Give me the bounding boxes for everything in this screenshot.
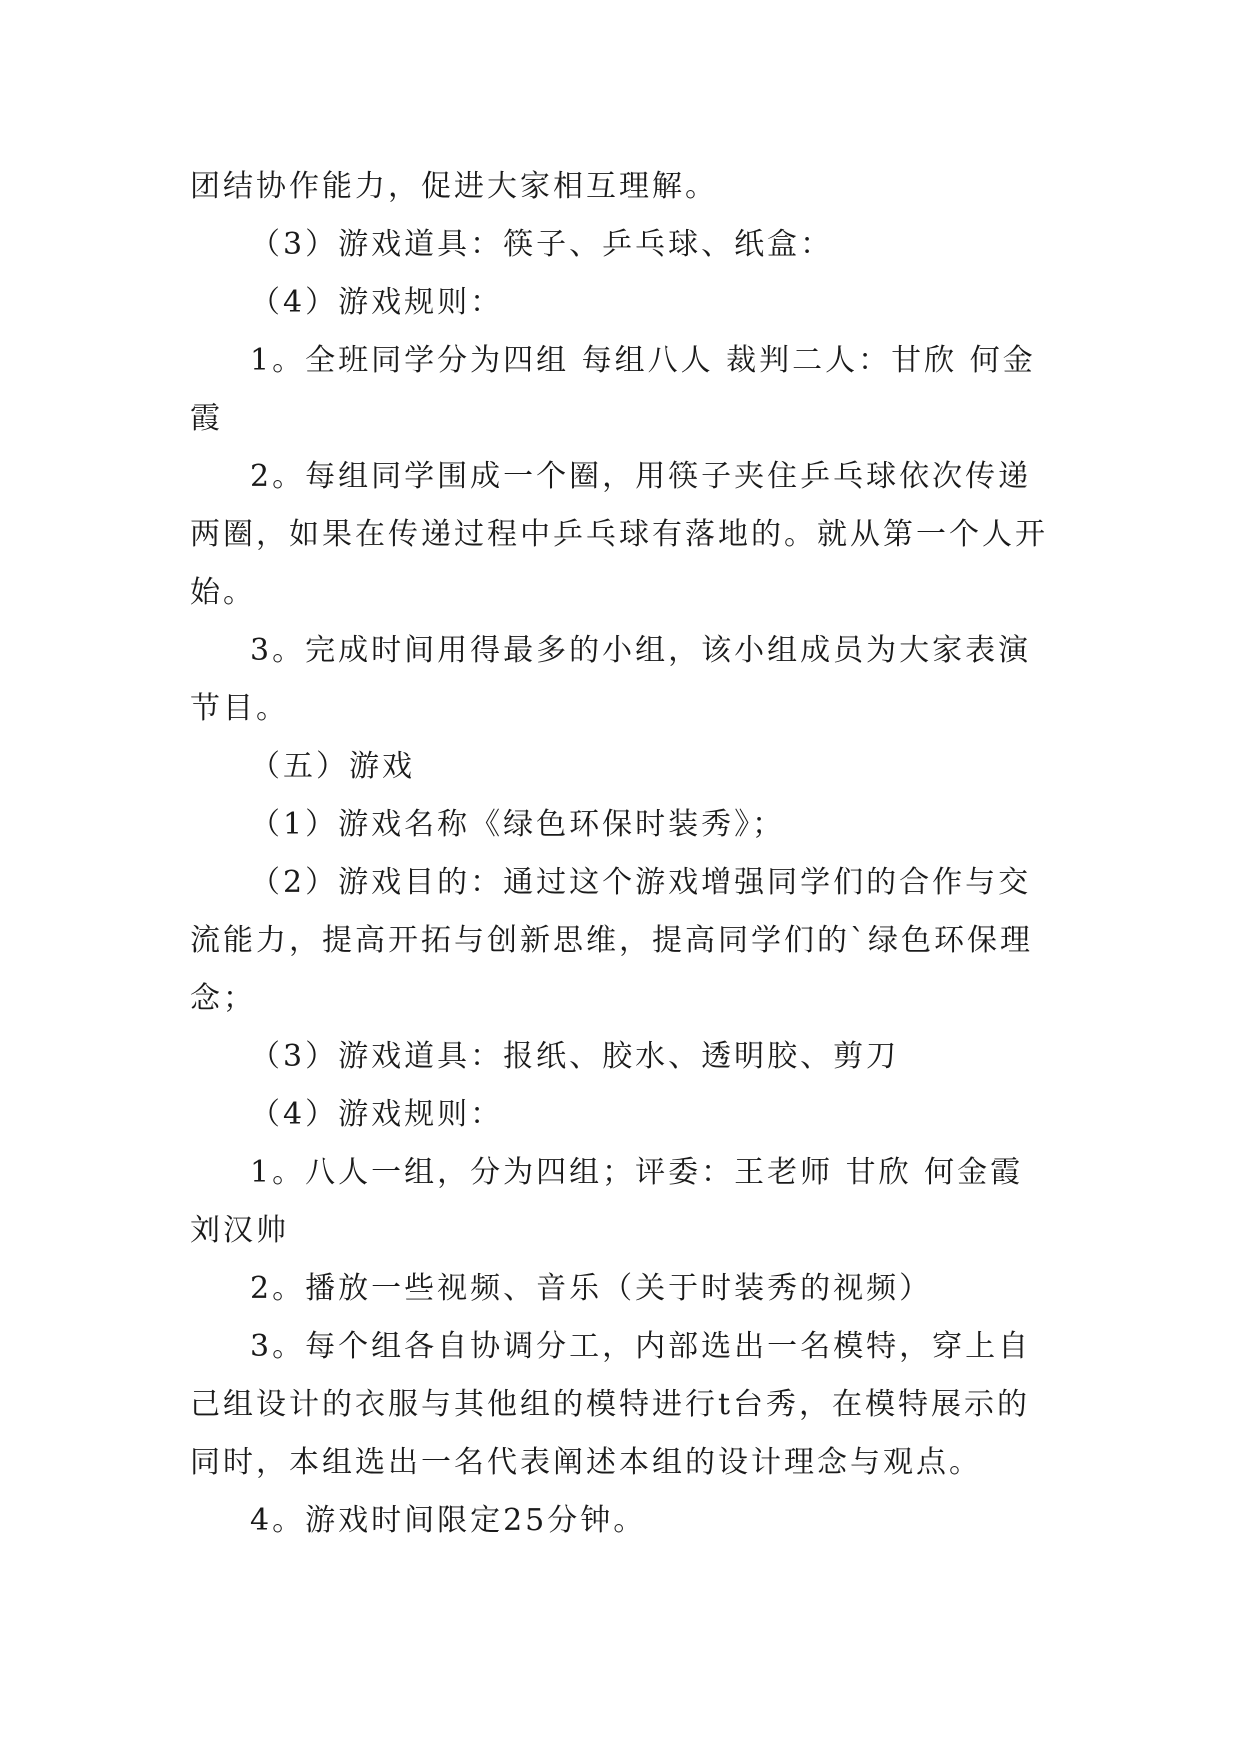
paragraph-rule-1-2: 2。每组同学围成一个圈，用筷子夹住乒乓球依次传递两圈，如果在传递过程中乒乓球有落地的。就从第一个人开始。 xyxy=(190,459,1048,610)
paragraph-rules-heading-2: （4）游戏规则： xyxy=(250,1097,504,1132)
paragraph-props-2: （3）游戏道具：报纸、胶水、透明胶、剪刀 xyxy=(250,1039,900,1074)
paragraph-intro-continued: 团结协作能力，促进大家相互理解。 xyxy=(190,169,718,204)
paragraph-rule-1-3: 3。完成时间用得最多的小组，该小组成员为大家表演节目。 xyxy=(190,633,1032,726)
paragraph-rule-1-1: 1。全班同学分为四组 每组八人 裁判二人：甘欣 何金霞 xyxy=(190,343,1036,436)
paragraph-rules-heading-1: （4）游戏规则： xyxy=(250,285,504,320)
paragraph-props-1: （3）游戏道具：筷子、乒乓球、纸盒： xyxy=(250,227,834,262)
document-page xyxy=(190,158,1050,1550)
paragraph-rule-2-2: 2。播放一些视频、音乐（关于时装秀的视频） xyxy=(250,1271,933,1306)
paragraph-game-name: （1）游戏名称《绿色环保时装秀》； xyxy=(250,807,786,842)
paragraph-rule-2-4: 4。游戏时间限定25分钟。 xyxy=(250,1503,647,1538)
paragraph-game-purpose: （2）游戏目的：通过这个游戏增强同学们的合作与交流能力，提高开拓与创新思维，提高同学们的`绿色环保理念； xyxy=(190,865,1033,1016)
section-heading-game-5: （五）游戏 xyxy=(250,749,415,784)
paragraph-rule-2-3: 3。每个组各自协调分工，内部选出一名模特，穿上自己组设计的衣服与其他组的模特进行t台秀，在模特展示的同时，本组选出一名代表阐述本组的设计理念与观点。 xyxy=(190,1329,1032,1480)
paragraph-rule-2-1: 1。八人一组，分为四组；评委：王老师 甘欣 何金霞 刘汉帅 xyxy=(190,1155,1024,1248)
